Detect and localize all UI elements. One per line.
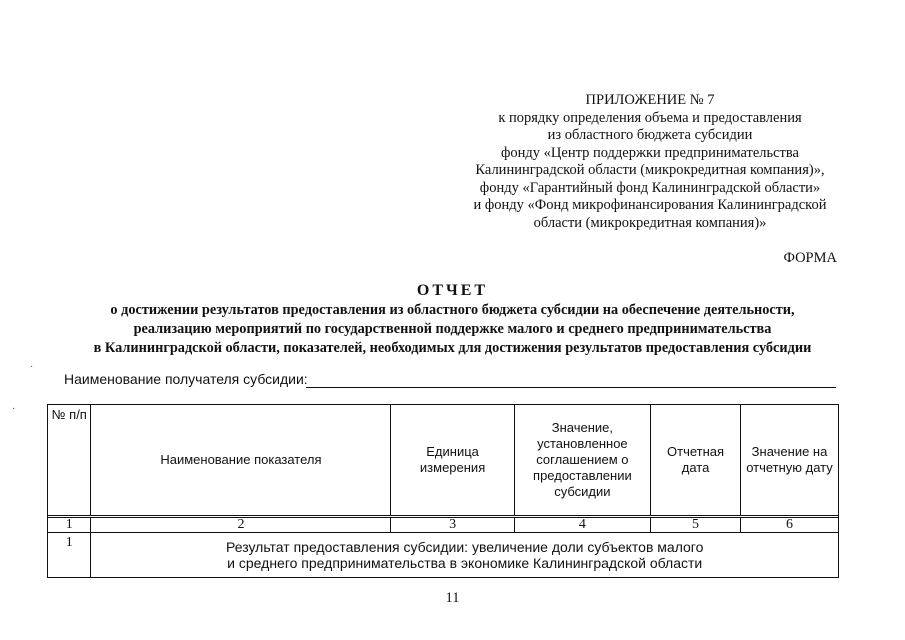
form-label: ФОРМА	[783, 250, 837, 266]
report-title: ОТЧЕТ	[416, 282, 489, 299]
scan-speck: ·	[12, 404, 16, 415]
header-report-date: Отчетная дата	[651, 405, 741, 516]
appendix-line: из областного бюджета субсидии	[547, 127, 753, 143]
indicators-table	[47, 404, 839, 578]
appendix-line: и фонду «Фонд микрофинансирования Калининградской	[473, 197, 827, 213]
appendix-line: области (микрокредитная компания)»	[533, 214, 767, 231]
recipient-label: Наименование получателя субсидии:	[64, 371, 308, 387]
page-number: 11	[445, 590, 460, 606]
column-number: 5	[651, 518, 741, 533]
row-number: 1	[48, 533, 91, 578]
table-row	[48, 533, 839, 578]
column-number: 3	[391, 518, 514, 533]
report-subtitle-line: реализацию мероприятий по государственной поддержке малого и среднего предпринимательства	[133, 321, 772, 337]
result-description	[91, 533, 839, 578]
result-line: и среднего предпринимательства в экономике Калининградской области	[227, 555, 703, 571]
appendix-line: к порядку определения объема и предоставления	[498, 109, 802, 126]
column-number: 6	[740, 518, 838, 533]
result-line: Результат предоставления субсидии: увеличение доли субъектов малого	[226, 539, 704, 555]
appendix-block	[440, 92, 860, 232]
column-number: 2	[91, 518, 391, 533]
recipient-name-field[interactable]	[306, 387, 836, 388]
report-subtitle-line: в Калининградской области, показателей, необходимых для достижения результатов предоставления субсидии	[93, 340, 812, 356]
appendix-line: фонду «Центр поддержки предпринимательства	[501, 144, 799, 161]
column-number: 4	[514, 518, 650, 533]
column-number: 1	[48, 518, 91, 533]
appendix-title: ПРИЛОЖЕНИЕ № 7	[585, 92, 715, 108]
report-subtitle	[0, 301, 905, 358]
appendix-line: Калининградской области (микрокредитная компания)»,	[475, 162, 825, 178]
header-unit: Единица измерения	[391, 405, 514, 516]
header-value-on-date: Значение на отчетную дату	[740, 405, 838, 516]
scan-speck: ·	[30, 362, 34, 373]
table-header-row	[48, 405, 839, 516]
appendix-line: фонду «Гарантийный фонд Калининградской области»	[479, 179, 821, 196]
header-agreed-value: Значение, установленное соглашением о предоставлении субсидии	[514, 405, 650, 516]
column-numbers-row	[48, 518, 839, 533]
header-number: № п/п	[48, 405, 91, 516]
report-subtitle-line: о достижении результатов предоставления из областного бюджета субсидии на обеспечение деятельности,	[110, 302, 795, 318]
header-indicator-name: Наименование показателя	[91, 405, 391, 516]
